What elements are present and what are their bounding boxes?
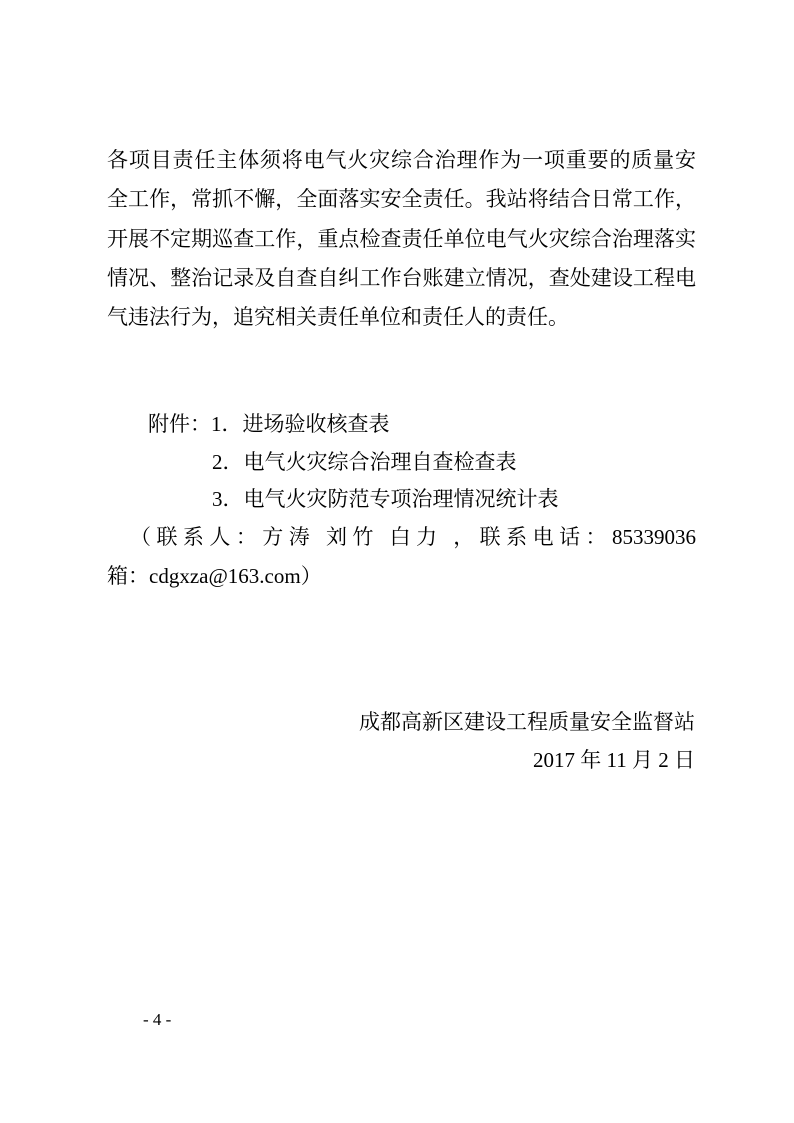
- attachment-3: 3．电气火灾防范专项治理情况统计表: [212, 487, 559, 511]
- body-paragraph-line-3: 开展不定期巡查工作，重点检查责任单位电气火灾综合治理落实: [107, 227, 696, 251]
- contact-line-2: 箱：cdgxza@163.com）: [107, 564, 322, 588]
- body-paragraph-line-4: 情况、整治记录及自查自纠工作台账建立情况，查处建设工程电: [107, 266, 696, 290]
- attachment-2: 2．电气火灾综合治理自查检查表: [212, 450, 517, 474]
- body-paragraph-line-1: 各项目责任主体须将电气火灾综合治理作为一项重要的质量安: [107, 148, 696, 172]
- attachment-1: 附件：1．进场验收核查表: [148, 412, 390, 436]
- page-number: - 4 -: [143, 1010, 172, 1029]
- signature-date: 2017 年 11 月 2 日: [533, 748, 695, 772]
- contact-line-1: （联系人：方涛 刘竹 白力 ，联系电话：85339036: [130, 525, 696, 549]
- signature-organization: 成都高新区建设工程质量安全监督站: [359, 710, 695, 734]
- body-paragraph-line-5: 气违法行为，追究相关责任单位和责任人的责任。: [107, 305, 569, 329]
- body-paragraph-line-2: 全工作，常抓不懈，全面落实安全责任。我站将结合日常工作，: [107, 187, 696, 211]
